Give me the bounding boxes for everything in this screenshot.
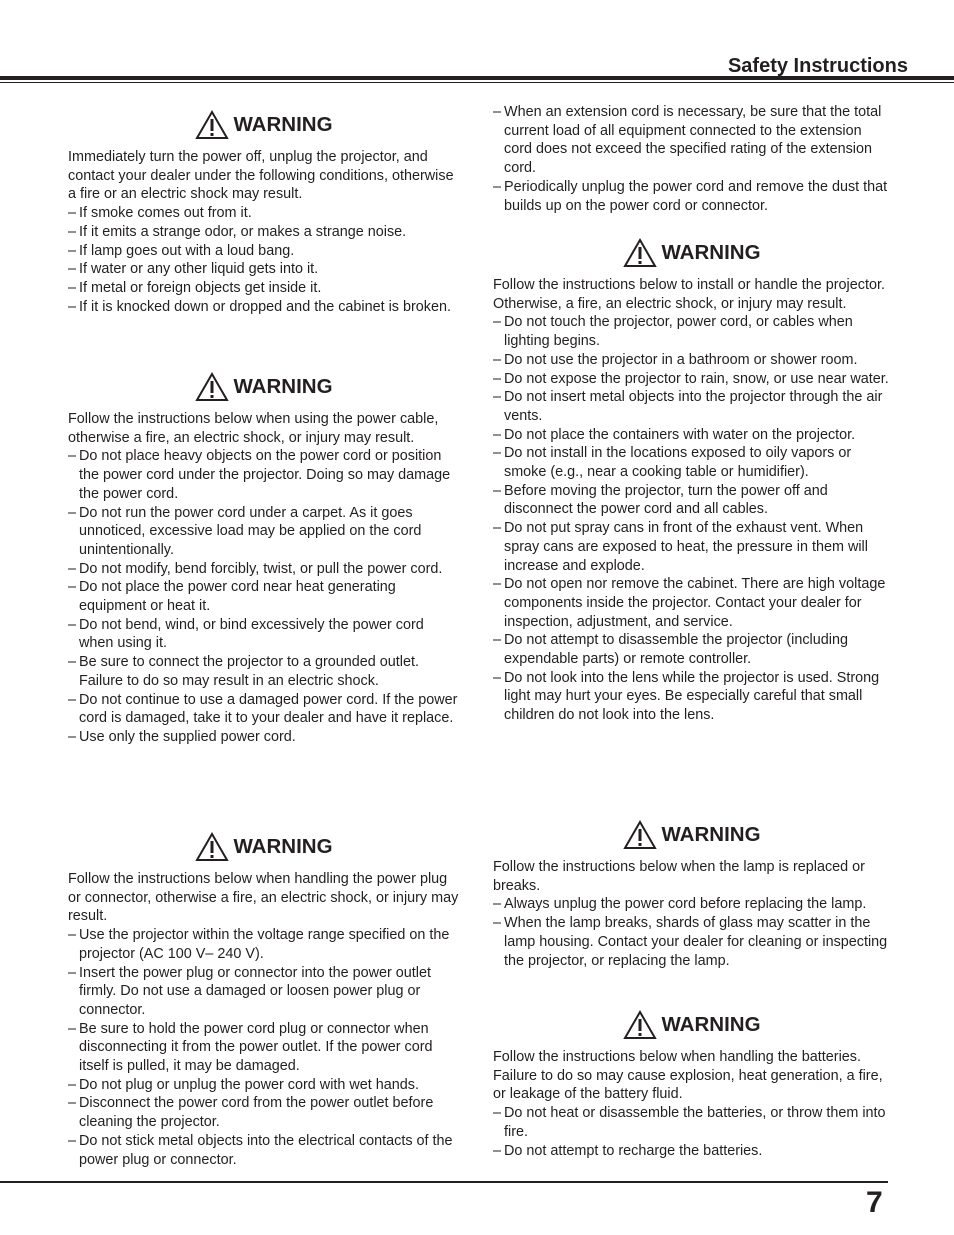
item-list <box>68 447 460 746</box>
warning-heading <box>68 830 460 864</box>
warning-label: WARNING <box>233 374 333 398</box>
warning-triangle-icon <box>195 832 229 862</box>
list-item: – Do not attempt to disassemble the projector (including expendable parts) or remote controller. <box>493 631 891 668</box>
list-item: – Do not place the containers with water on the projector. <box>493 426 891 445</box>
list-item: – Do not use the projector in a bathroom or shower room. <box>493 351 891 370</box>
list-item: – Use the projector within the voltage range specified on the projector (AC 100 V– 240 V). <box>68 926 460 963</box>
warning-section-power-cable <box>68 370 460 747</box>
page-title: Safety Instructions <box>727 55 908 77</box>
list-item: – Disconnect the power cord from the power outlet before cleaning the projector. <box>68 1094 460 1131</box>
warning-heading <box>493 1008 891 1042</box>
item-list <box>493 313 891 724</box>
list-item: – When the lamp breaks, shards of glass may scatter in the lamp housing. Contact your dealer for cleaning or inspecting the projector, or replacing the lamp. <box>493 914 891 970</box>
list-item: – Do not place heavy objects on the power cord or position the power cord under the projector. Doing so may damage the power cord. <box>68 447 460 503</box>
warning-section-power-plug <box>68 830 460 1169</box>
warning-triangle-icon <box>623 820 657 850</box>
warning-triangle-icon <box>195 110 229 140</box>
warning-label: WARNING <box>233 112 333 136</box>
list-item: – Do not open nor remove the cabinet. There are high voltage components inside the projector. Contact your dealer for inspection, adjustment, and service. <box>493 575 891 631</box>
list-item: – If water or any other liquid gets into it. <box>68 260 460 279</box>
list-item: – Do not touch the projector, power cord, or cables when lighting begins. <box>493 313 891 350</box>
warning-triangle-icon <box>623 238 657 268</box>
section-intro: Follow the instructions below when handling the batteries. Failure to do so may cause explosion, heat generation, a fire, or leakage of the battery fluid. <box>493 1049 883 1103</box>
list-item: – Do not look into the lens while the projector is used. Strong light may hurt your eyes. Be especially careful that small children do not look into the lens. <box>493 669 891 725</box>
warning-section-batteries <box>493 1008 891 1160</box>
list-item: – If smoke comes out from it. <box>68 204 460 223</box>
list-item: – If it emits a strange odor, or makes a strange noise. <box>68 223 460 242</box>
warning-heading <box>68 370 460 404</box>
list-item: – Do not continue to use a damaged power cord. If the power cord is damaged, take it to your dealer and have it replace. <box>68 691 460 728</box>
warning-section-lamp <box>493 818 891 970</box>
list-item: – Do not put spray cans in front of the exhaust vent. When spray cans are exposed to heat, the pressure in them will increase and explode. <box>493 519 891 575</box>
list-item: – Before moving the projector, turn the power off and disconnect the power cord and all cables. <box>493 482 891 519</box>
list-item: – Do not insert metal objects into the projector through the air vents. <box>493 388 891 425</box>
header-rule-thin <box>0 82 954 83</box>
list-item: – Do not modify, bend forcibly, twist, or pull the power cord. <box>68 560 460 579</box>
list-item: – Always unplug the power cord before replacing the lamp. <box>493 895 891 914</box>
list-item: – Insert the power plug or connector into the power outlet firmly. Do not use a damaged or loosen power plug or connector. <box>68 964 460 1020</box>
warning-triangle-icon <box>195 372 229 402</box>
section-intro: Immediately turn the power off, unplug the projector, and contact your dealer under the following conditions, otherwise a fire or an electric shock may result. <box>68 149 454 203</box>
list-item: – Do not heat or disassemble the batteries, or throw them into fire. <box>493 1104 891 1141</box>
warning-section-install <box>493 236 891 725</box>
list-item: – Be sure to hold the power cord plug or connector when disconnecting it from the power outlet. If the power cord itself is pulled, it may be damaged. <box>68 1020 460 1076</box>
warning-heading <box>493 818 891 852</box>
list-item: – If metal or foreign objects get inside it. <box>68 279 460 298</box>
warning-label: WARNING <box>661 822 761 846</box>
list-item: – Do not plug or unplug the power cord with wet hands. <box>68 1076 460 1095</box>
item-list <box>493 895 891 970</box>
continued-items <box>493 103 891 215</box>
list-item: – Do not stick metal objects into the electrical contacts of the power plug or connector. <box>68 1132 460 1169</box>
list-item: – Do not expose the projector to rain, snow, or use near water. <box>493 370 891 389</box>
list-item: – Do not attempt to recharge the batteries. <box>493 1142 891 1161</box>
section-intro: Follow the instructions below when handling the power plug or connector, otherwise a fire, an electric shock, or injury may result. <box>68 871 459 925</box>
warning-heading <box>493 236 891 270</box>
item-list <box>68 204 460 316</box>
list-item: – Do not place the power cord near heat generating equipment or heat it. <box>68 578 460 615</box>
list-item: – Periodically unplug the power cord and remove the dust that builds up on the power cord or connector. <box>493 178 891 215</box>
list-item: – When an extension cord is necessary, be sure that the total current load of all equipment connected to the extension cord does not exceed the specified rating of the extension cord. <box>493 103 891 178</box>
item-list <box>493 103 891 215</box>
section-intro: Follow the instructions below when the lamp is replaced or breaks. <box>493 859 865 894</box>
list-item: – If lamp goes out with a loud bang. <box>68 242 460 261</box>
warning-triangle-icon <box>623 1010 657 1040</box>
list-item: – Use only the supplied power cord. <box>68 728 460 747</box>
item-list <box>68 926 460 1169</box>
warning-label: WARNING <box>233 834 333 858</box>
warning-label: WARNING <box>661 1012 761 1036</box>
section-intro: Follow the instructions below when using the power cable, otherwise a fire, an electric shock, or injury may result. <box>68 411 439 446</box>
list-item: – Do not install in the locations exposed to oily vapors or smoke (e.g., near a cooking table or humidifier). <box>493 444 891 481</box>
section-intro: Follow the instructions below to install or handle the projector. Otherwise, a fire, an electric shock, or injury may result. <box>493 277 885 312</box>
list-item: – Do not bend, wind, or bind excessively the power cord when using it. <box>68 616 460 653</box>
item-list <box>493 1104 891 1160</box>
list-item: – Be sure to connect the projector to a grounded outlet. Failure to do so may result in an electric shock. <box>68 653 460 690</box>
footer-rule <box>0 1181 888 1183</box>
list-item: – If it is knocked down or dropped and the cabinet is broken. <box>68 298 460 317</box>
warning-label: WARNING <box>661 240 761 264</box>
warning-heading <box>68 108 460 142</box>
warning-section-power-off <box>68 108 460 316</box>
page-number: 7 <box>866 1186 883 1219</box>
list-item: – Do not run the power cord under a carpet. As it goes unnoticed, excessive load may be applied on the cord unintentionally. <box>68 504 460 560</box>
